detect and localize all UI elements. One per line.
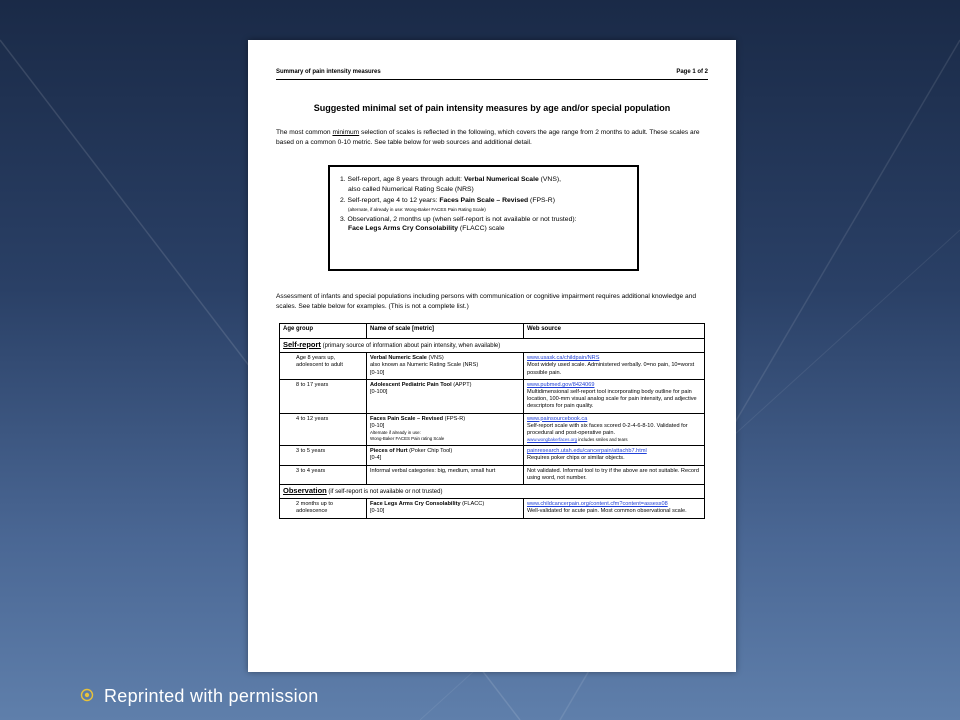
- table-header-row: [280, 324, 705, 339]
- source-cell: painresearch.utah.edu/cancerpain/attachb7.html Requires poker chips or similar objects.: [524, 446, 705, 465]
- source-cell: www.painsourcebook.ca Self-report scale with six faces scored 0-2-4-6-8-10. Validated for procedural and post-operative pain. www.wongbakerfaces.org includes smiles and tears: [524, 413, 705, 446]
- age-cell: 3 to 5 years: [280, 446, 367, 465]
- summary-box: [328, 165, 639, 271]
- table-row: [280, 379, 705, 413]
- document-page: [248, 40, 736, 672]
- pain-scale-table: [279, 323, 705, 519]
- web-link[interactable]: www.painsourcebook.ca: [527, 415, 588, 422]
- web-link[interactable]: www.pubmed.gov/8424069: [527, 381, 595, 388]
- section-row-self-report: Self-report (primary source of information about pain intensity, when available): [280, 339, 705, 353]
- header-right: Page 1 of 2: [676, 69, 708, 75]
- age-cell: 3 to 4 years: [280, 465, 367, 484]
- table-row: [280, 446, 705, 465]
- web-link[interactable]: www.usask.ca/childpain/NRS: [527, 355, 600, 362]
- table-row: [280, 353, 705, 380]
- scale-cell: Verbal Numeric Scale (VNS) also known as Numeric Rating Scale (NRS) [0-10]: [367, 353, 524, 380]
- web-link[interactable]: www.wongbakerfaces.org: [527, 437, 578, 443]
- column-header: Web source: [524, 324, 705, 339]
- source-cell: Not validated. Informal tool to try if the above are not suitable. Record using word, not number.: [524, 465, 705, 484]
- column-header: Name of scale [metric]: [367, 324, 524, 339]
- column-header: Age group: [280, 324, 367, 339]
- scale-cell: Adolescent Pediatric Pain Tool (APPT) [0-100]: [367, 379, 524, 413]
- document-title: Suggested minimal set of pain intensity measures by age and/or special population: [313, 103, 671, 113]
- scale-cell: Informal verbal categories: big, medium, small hurt: [367, 465, 524, 484]
- target-bullet-icon: [80, 688, 94, 702]
- header-left: Summary of pain intensity measures: [276, 69, 381, 75]
- assessment-paragraph: Assessment of infants and special populations including persons with communication or cognitive impairment requires additional knowledge and scales. See table below for examples. (This is not a complete list.): [276, 293, 697, 310]
- scale-cell: Faces Pain Scale – Revised (FPS-R) [0-10] Alternate if already in use: Wong-Baker FACES Pain rating Scale: [367, 413, 524, 446]
- intro-paragraph: The most common minimum selection of scales is reflected in the following, which covers the age range from 2 months to adult. These scales are based on a common 0-10 metric. See table below for web sources and additional detail.: [276, 129, 700, 146]
- table-row: [280, 499, 705, 518]
- source-cell: www.childcancerpain.org/content.cfm?content=assess08 Well-validated for acute pain. Most common observational scale.: [524, 499, 705, 518]
- age-cell: 8 to 17 years: [280, 379, 367, 413]
- table-row: [280, 413, 705, 446]
- slide-caption: Reprinted with permission: [104, 686, 319, 706]
- section-row-observation: Observation (if self-report is not available or not trusted): [280, 485, 705, 499]
- scale-cell: Pieces of Hurt (Poker Chip Tool) [0-4]: [367, 446, 524, 465]
- age-cell: 4 to 12 years: [280, 413, 367, 446]
- scale-cell: Face Legs Arms Cry Consolability (FLACC) [0-10]: [367, 499, 524, 518]
- age-cell: Age 8 years up, adolescent to adult: [280, 353, 367, 380]
- page-header: [276, 69, 708, 80]
- summary-item-1: 1. Self-report, age 8 years through adult: Verbal Numerical Scale (VNS), also called Numerical Rating Scale (NRS): [340, 176, 562, 193]
- source-cell: www.usask.ca/childpain/NRS Most widely used scale. Administered verbally. 0=no pain, 10=worst possible pain.: [524, 353, 705, 380]
- summary-item-2: 2. Self-report, age 4 to 12 years: Faces Pain Scale – Revised (FPS-R) (alternate, if already in use: Wong-Baker FACES Pain Rating Scale): [340, 197, 555, 212]
- web-link[interactable]: painresearch.utah.edu/cancerpain/attachb7.html: [527, 448, 647, 455]
- age-cell: 2 months up to adolescence: [280, 499, 367, 518]
- web-link[interactable]: www.childcancerpain.org/content.cfm?content=assess08: [527, 501, 668, 508]
- summary-item-3: 3. Observational, 2 months up (when self-report is not available or not trusted): Face Legs Arms Cry Consolability (FLACC) scale: [340, 215, 577, 232]
- source-cell: www.pubmed.gov/8424069 Multidimensional self-report tool incorporating body outline for pain location, 100-mm visual analog scale for pain intensity, and adjective descriptors for pain quality.: [524, 379, 705, 413]
- table-row: [280, 465, 705, 484]
